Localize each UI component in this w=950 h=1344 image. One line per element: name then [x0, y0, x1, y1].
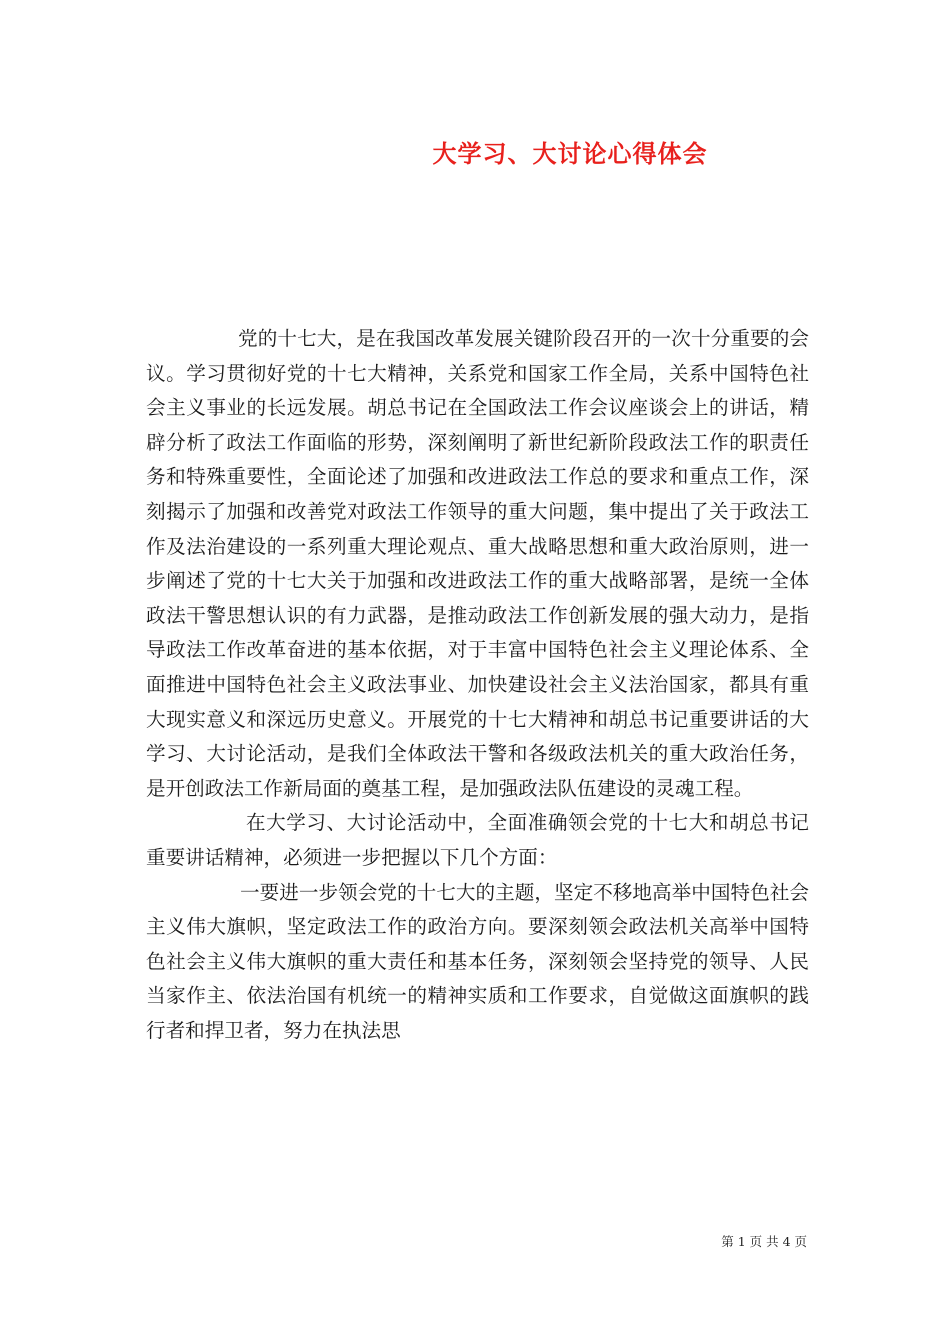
paragraph: 一要进一步领会党的十七大的主题，坚定不移地高举中国特色社会主义伟大旗帜，坚定政法工作的政治方向。要深刻领会政法机关高举中国特色社会主义伟大旗帜的重大责任和基本任务，深刻领会坚持党的领导、人民当家作主、依法治国有机统一的精神实质和工作要求，自觉做这面旗帜的践行者和捍卫者，努力在执法思 [146, 880, 809, 1042]
paragraph: 党的十七大，是在我国改革发展关键阶段召开的一次十分重要的会议。学习贯彻好党的十七大精神，关系党和国家工作全局，关系中国特色社会主义事业的长远发展。胡总书记在全国政法工作会议座谈会上的讲话，精辟分析了政法工作面临的形势，深刻阐明了新世纪新阶段政法工作的职责任务和特殊重要性，全面论述了加强和改进政法工作总的要求和重点工作，深刻揭示了加强和改善党对政法工作领导的重大问题，集中提出了关于政法工作及法治建设的一系列重大理论观点、重大战略思想和重大政治原则，进一步阐述了党的十七大关于加强和改进政法工作的重大战略部署，是统一全体政法干警思想认识的有力武器，是推动政法工作创新发展的强大动力，是指导政法工作改革奋进的基本依据，对于丰富中国特色社会主义理论体系、全面推进中国特色社会主义政法事业、加快建设社会主义法治国家，都具有重大现实意义和深远历史意义。开展党的十七大精神和胡总书记重要讲话的大学习、大讨论活动，是我们全体政法干警和各级政法机关的重大政治任务，是开创政法工作新局面的奠基工程，是加强政法队伍建设的灵魂工程。 [146, 327, 809, 800]
page-number-footer: 第 1 页 共 4 页 [721, 1234, 807, 1249]
document-title: 大学习、大讨论心得体会 [432, 139, 708, 168]
document-body [146, 322, 809, 1048]
paragraph: 在大学习、大讨论活动中，全面准确领会党的十七大和胡总书记重要讲话精神，必须进一步把握以下几个方面： [146, 811, 809, 869]
